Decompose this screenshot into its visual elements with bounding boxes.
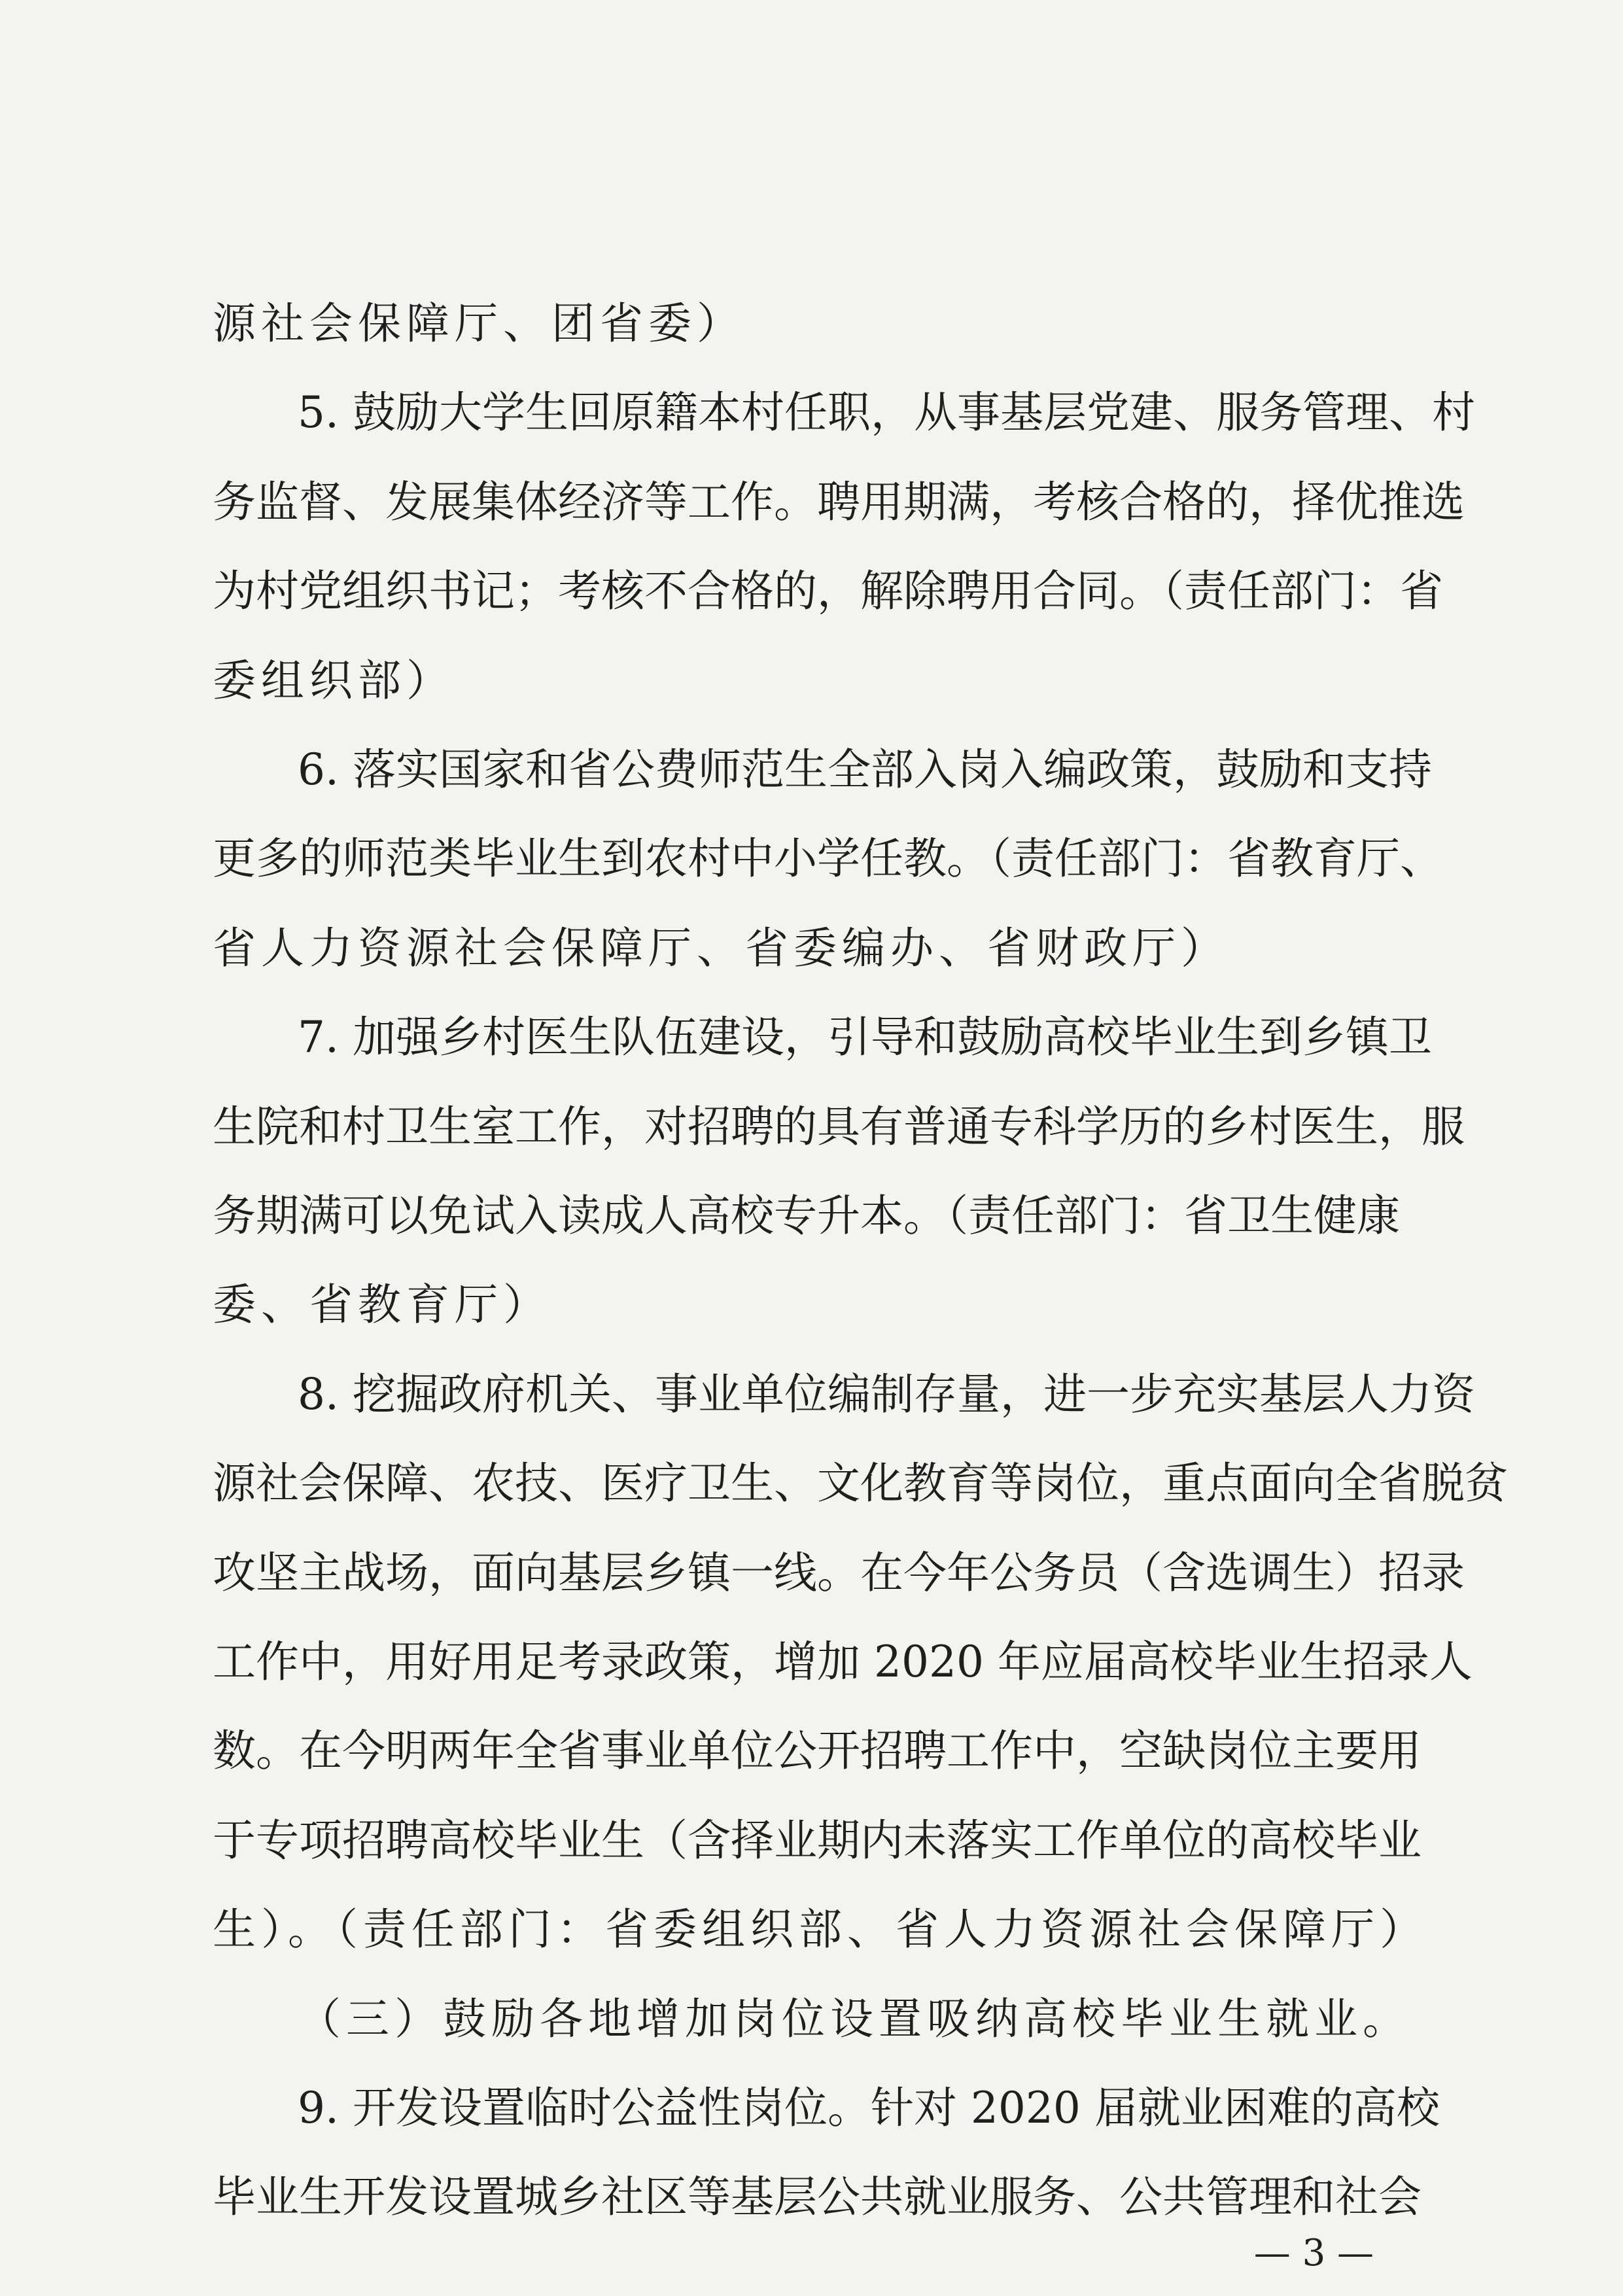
text-line-10: 生院和村卫生室工作，对招聘的具有普通专科学历的乡村医生，服 [213,1102,1465,1152]
text-line-17: 数。在今明两年全省事业单位公开招聘工作中，空缺岗位主要用 [213,1726,1422,1776]
text-line-15: 攻坚主战场，面向基层乡镇一线。在今年公务员（含选调生）招录 [213,1548,1465,1598]
text-line-6: 6. 落实国家和省公费师范生全部入岗入编政策，鼓励和支持 [298,744,1432,795]
text-line-9: 7. 加强乡村医生队伍建设，引导和鼓励高校毕业生到乡镇卫 [298,1012,1432,1062]
text-line-14: 源社会保障、农技、医疗卫生、文化教育等岗位，重点面向全省脱贫 [213,1458,1508,1508]
text-line-21: 9. 开发设置临时公益性岗位。针对 2020 届就业困难的高校 [298,2083,1440,2133]
text-line-2: 5. 鼓励大学生回原籍本村任职，从事基层党建、服务管理、村 [298,387,1475,438]
text-line-22: 毕业生开发设置城乡社区等基层公共就业服务、公共管理和社会 [213,2172,1422,2222]
text-line-16: 工作中，用好用足考录政策，增加 2020 年应届高校毕业生招录人 [213,1637,1473,1687]
text-line-1: 源社会保障厅、团省委） [213,298,745,349]
text-line-13: 8. 挖掘政府机关、事业单位编制存量，进一步充实基层人力资 [298,1369,1475,1419]
text-line-8: 省人力资源社会保障厅、省委编办、省财政厅） [213,923,1229,973]
text-line-3: 务监督、发展集体经济等工作。聘用期满，考核合格的，择优推选 [213,477,1465,527]
text-line-5: 委组织部） [213,655,455,706]
text-line-11: 务期满可以免试入读成人高校专升本。（责任部门：省卫生健康 [213,1191,1400,1241]
text-line-18: 于专项招聘高校毕业生（含择业期内未落实工作单位的高校毕业 [213,1815,1422,1866]
text-line-4: 为村党组织书记；考核不合格的，解除聘用合同。（责任部门：省 [213,566,1443,616]
text-line-19: 生）。（责任部门：省委组织部、省人力资源社会保障厅） [213,1904,1428,1955]
page-number: — 3 — [1253,2232,1374,2274]
text-line-7: 更多的师范类毕业生到农村中小学任教。（责任部门：省教育厅、 [213,833,1443,884]
text-line-12: 委、省教育厅） [213,1279,551,1330]
section-heading-3: （三）鼓励各地增加岗位设置吸纳高校毕业生就业。 [298,1994,1411,2044]
